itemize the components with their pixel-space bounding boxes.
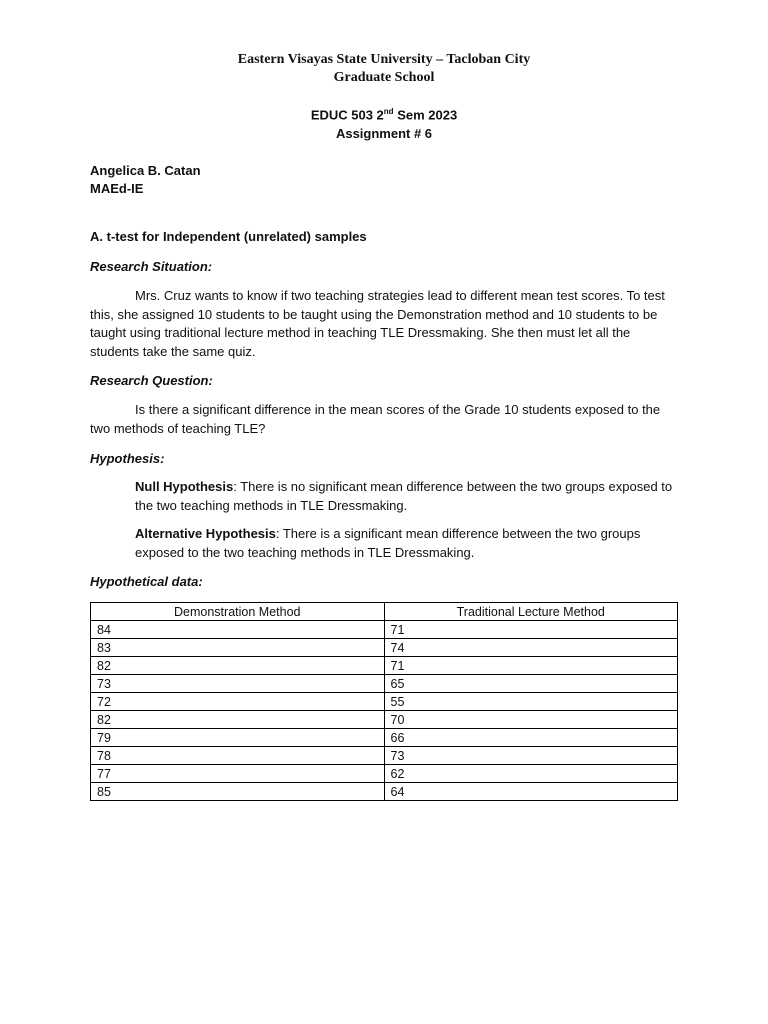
research-question-label: Research Question: [90,373,213,388]
table-row [91,675,678,693]
demonstration-score: 77 [91,765,385,783]
lecture-score: 65 [384,675,678,693]
null-hypothesis-text: : There is no significant mean difference between the two groups exposed to the two teaching methods in TLE Dressmaking. [135,479,673,513]
course-semester: Sem 2023 [393,107,458,123]
course-line [0,107,768,122]
table-row [91,711,678,729]
assignment-title: Assignment # 6 [335,126,433,141]
section-title: A. t-test for Independent (unrelated) samples [90,229,367,244]
lecture-score: 55 [384,693,678,711]
lecture-score: 62 [384,765,678,783]
header-demonstration-method: Demonstration Method [91,603,385,621]
lecture-score: 73 [384,747,678,765]
course-superscript: nd [383,107,394,116]
null-hypothesis-label: Null Hypothesis [135,479,234,494]
lecture-score: 71 [384,621,678,639]
alternative-hypothesis-text: : There is a significant mean difference between the two groups exposed to the two teaching methods in TLE Dressmaking. [135,526,641,560]
research-question-text: Is there a significant difference in the mean scores of the Grade 10 students exposed to the two methods of teaching TLE? [90,402,661,436]
demonstration-score: 82 [91,657,385,675]
table-row [91,765,678,783]
demonstration-score: 72 [91,693,385,711]
course-code: EDUC 503 2 [310,107,384,123]
table-row [91,657,678,675]
table-row [91,783,678,801]
demonstration-score: 73 [91,675,385,693]
table-row [91,693,678,711]
demonstration-score: 83 [91,639,385,657]
demonstration-score: 79 [91,729,385,747]
lecture-score: 66 [384,729,678,747]
alternative-hypothesis [135,525,680,562]
lecture-score: 71 [384,657,678,675]
header-traditional-lecture-method: Traditional Lecture Method [384,603,678,621]
demonstration-score: 82 [91,711,385,729]
table-row [91,729,678,747]
lecture-score: 64 [384,783,678,801]
research-situation-label: Research Situation: [90,259,213,274]
school-title: Graduate School [333,70,435,85]
hypothetical-data-label: Hypothetical data: [90,574,203,589]
hypothesis-label: Hypothesis: [90,451,165,466]
author-name: Angelica B. Catan [90,163,201,178]
author-program: MAEd-IE [90,181,144,196]
hypothetical-data-table [90,602,678,801]
lecture-score: 70 [384,711,678,729]
table-row [91,747,678,765]
table-header-row [91,603,678,621]
research-situation-text: Mrs. Cruz wants to know if two teaching strategies lead to different mean test scores. To test this, she assigned 10 students to be taught using the Demonstration method and 10 students to be taught using traditional lecture method in teaching TLE Dressmaking. She then must let all the students take the same quiz. [90,288,665,359]
table-row [91,639,678,657]
null-hypothesis [135,478,680,515]
university-title: Eastern Visayas State University – Tacloban City [237,52,531,67]
demonstration-score: 84 [91,621,385,639]
lecture-score: 74 [384,639,678,657]
table-row [91,621,678,639]
demonstration-score: 85 [91,783,385,801]
demonstration-score: 78 [91,747,385,765]
alternative-hypothesis-label: Alternative Hypothesis [135,526,276,541]
